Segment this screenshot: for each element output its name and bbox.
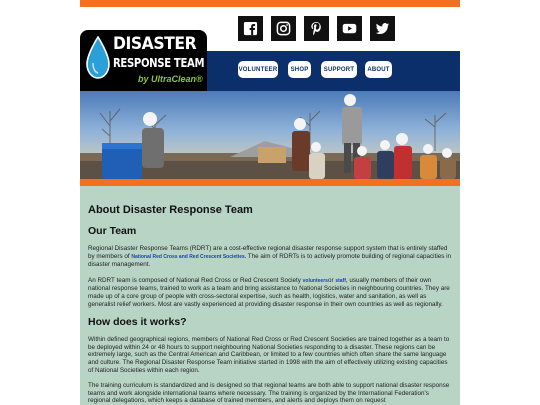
nav-support-button[interactable]: SUPPORT (321, 61, 357, 78)
twitter-link[interactable] (370, 16, 395, 41)
page-title: About Disaster Response Team (88, 204, 253, 216)
pinterest-link[interactable] (304, 16, 329, 41)
hero-image (80, 91, 460, 179)
p1-text-end: The aim of RDRTs is to actively promote building of regional capacities in disaster management. (88, 252, 452, 269)
nav-shop-button[interactable]: SHOP (288, 61, 311, 78)
youtube-link[interactable] (337, 16, 362, 41)
nav-volunteer-button[interactable]: VOLUNTEER (238, 61, 278, 78)
p2-text-mid: or (327, 276, 336, 284)
logo-tagline: by UltraClean® (138, 74, 203, 84)
youtube-icon (342, 21, 357, 36)
p1-text-start: Regional Disaster Response Teams (RDRT) are a cost-effective regional disaster response support system that is entirely staffed by members of (88, 245, 448, 260)
nav-about-button[interactable]: ABOUT (365, 61, 392, 78)
paragraph-4: The training curriculum is standardized and is designed so that regional teams are both able to support national disaster response teams and work alongside international teams where necessary. The training is organized by the International Federation's regional delegations, which keeps a database of trained members, and alerts and deploys them on request (88, 382, 450, 405)
site-logo[interactable] (80, 30, 207, 91)
twitter-icon (375, 21, 390, 36)
instagram-icon (276, 21, 291, 36)
logo-line-1: DISASTER (113, 34, 197, 54)
national-societies-link[interactable]: National Red Cross and Red Crescent Societies. (131, 253, 247, 260)
main-nav (207, 51, 460, 91)
orange-divider (80, 179, 460, 186)
volunteers-link[interactable]: volunteers (302, 277, 328, 284)
how-it-works-heading: How does it works? (88, 316, 187, 329)
paragraph-1 (88, 245, 452, 269)
instagram-link[interactable] (271, 16, 296, 41)
pinterest-icon (309, 21, 324, 36)
main-content (80, 186, 460, 405)
p2-text-end: , usually members of their own national response teams, trained to work as a team and bring assistance to National Societies in neighbouring countries. They are made up of a core group of people with cross-sectoral expertise, such as health, logistics, water and sanitation, as well as generalist relief workers. Most are vastly experienced at providing disaster response in their own countries as well as regionally. (88, 276, 450, 308)
top-accent-bar (80, 0, 460, 7)
facebook-link[interactable] (238, 16, 263, 41)
logo-line-2: RESPONSE TEAM (113, 56, 205, 70)
water-drop-icon (85, 36, 111, 80)
paragraph-3: Within defined geographical regions, members of National Red Cross or Red Crescent Societies are trained together as a team to be deployed within 24 or 48 hours to support neighbouring National Societies responding to a disaster. These regions can be extremely large, such as the Central American and Caribbean, or limited to a few countries which often share the same language and culture. The Regional Disaster Response Team initiative started in 1998 with the aim of effectively utilizing existing capacities of National Societies within each region. (88, 336, 450, 374)
p2-text-start: An RDRT team is composed of National Red Cross or Red Crescent Society (88, 276, 303, 284)
social-links (238, 16, 395, 41)
paragraph-2 (88, 277, 452, 308)
staff-link[interactable]: staff (335, 277, 346, 284)
facebook-icon (243, 21, 258, 36)
our-team-heading: Our Team (88, 225, 137, 237)
